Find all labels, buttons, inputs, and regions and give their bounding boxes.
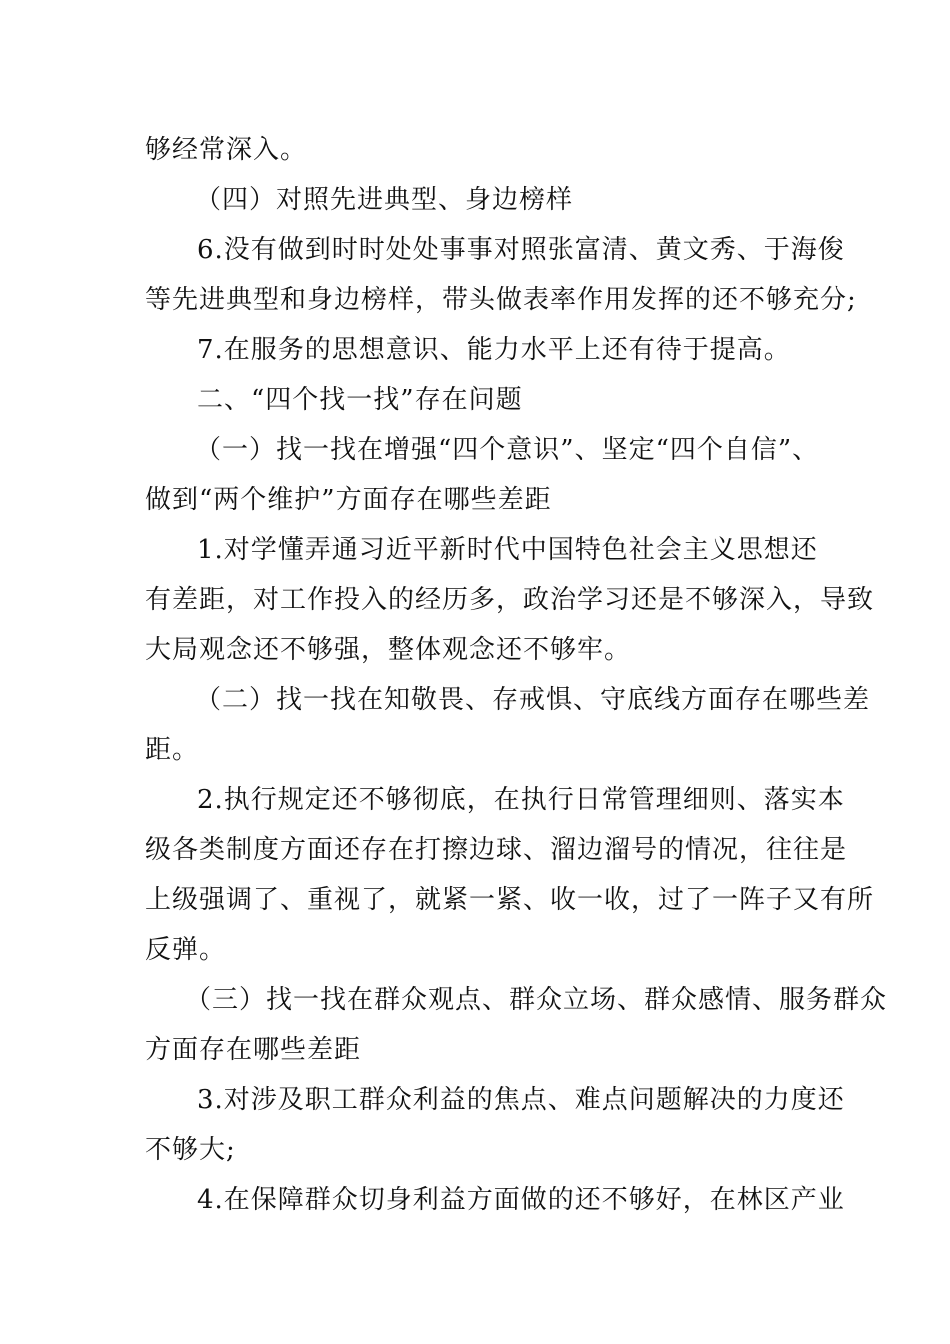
text-line: 级各类制度方面还存在打擦边球、溜边溜号的情况，往往是 <box>145 835 848 865</box>
section-heading: （二）找一找在知敬畏、存戒惧、守底线方面存在哪些差 <box>195 685 871 715</box>
section-heading: 距。 <box>145 735 200 765</box>
text-line: 反弹。 <box>145 935 227 965</box>
text-line: 不够大; <box>145 1135 236 1165</box>
text-line: 7.在服务的思想意识、能力水平上还有待于提高。 <box>197 335 791 365</box>
section-heading: （四）对照先进典型、身边榜样 <box>195 185 574 215</box>
section-heading: 方面存在哪些差距 <box>145 1035 362 1065</box>
text-line: 2.执行规定还不够彻底，在执行日常管理细则、落实本 <box>197 785 845 815</box>
section-heading: 二、“四个找一找”存在问题 <box>197 385 523 415</box>
text-line: 上级强调了、重视了，就紧一紧、收一收，过了一阵子又有所 <box>145 885 875 915</box>
section-heading: （三）找一找在群众观点、群众立场、群众感情、服务群众 <box>185 985 888 1015</box>
text-line: 1.对学懂弄通习近平新时代中国特色社会主义思想还 <box>197 535 818 565</box>
text-line: 3.对涉及职工群众利益的焦点、难点问题解决的力度还 <box>197 1085 845 1115</box>
text-line: 够经常深入。 <box>145 135 308 165</box>
text-line: 大局观念还不够强，整体观念还不够牢。 <box>145 635 632 665</box>
text-line: 有差距，对工作投入的经历多，政治学习还是不够深入，导致 <box>145 585 875 615</box>
section-heading: （一）找一找在增强“四个意识”、坚定“四个自信”、 <box>195 435 820 465</box>
text-line: 等先进典型和身边榜样，带头做表率作用发挥的还不够充分; <box>145 285 857 315</box>
section-heading: 做到“两个维护”方面存在哪些差距 <box>145 485 552 515</box>
text-line: 4.在保障群众切身利益方面做的还不够好，在林区产业 <box>197 1185 845 1215</box>
text-line: 6.没有做到时时处处事事对照张富清、黄文秀、于海俊 <box>197 235 845 265</box>
